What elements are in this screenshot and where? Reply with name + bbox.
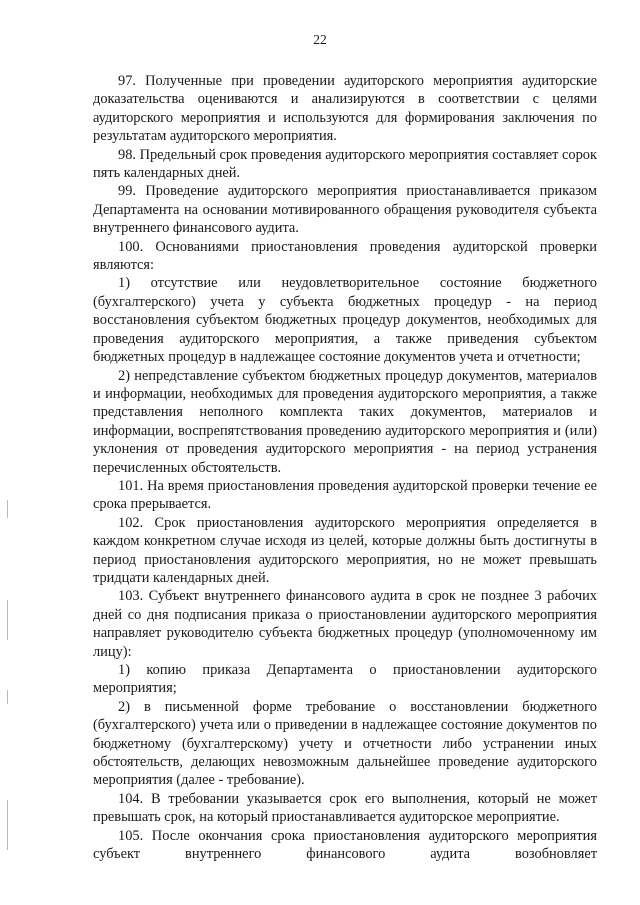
page-number: 22: [313, 32, 327, 47]
paragraph-104: 104. В требовании указывается срок его выполнения, который не может превышать срок, на который приостанавливается аудиторское мероприятие.: [93, 790, 597, 826]
paragraph-100: 100. Основаниями приостановления проведения аудиторской проверки являются:: [93, 238, 597, 274]
paragraph-102: 102. Срок приостановления аудиторского мероприятия определяется в каждом конкретном случае исходя из целей, которые должны быть достигнуты в период приостановления аудиторского мероприятия, но не может превышать тридцати календарных дней.: [93, 514, 597, 586]
scan-edge-mark: [7, 500, 8, 518]
paragraph-103: 103. Субъект внутреннего финансового аудита в срок не позднее 3 рабочих дней со дня подписания приказа о приостановлении аудиторского мероприятия направляет руководителю субъекта бюджетных процедур (уполномоченному им лицу):: [93, 588, 597, 660]
paragraph-100-item-2: 2) непредставление субъектом бюджетных процедур документов, материалов и информации, необходимых для проведения аудиторского мероприятия, а также представления неполного комплекта таких документов, материалов и информации, воспрепятствования проведению аудиторского мероприятия и (или) уклонения от проведения аудиторского мероприятия - на период устранения перечисленных обстоятельств.: [93, 367, 597, 476]
paragraph-105: 105. После окончания срока приостановления аудиторского мероприятия субъект внутреннего финансового аудита возобновляет: [93, 827, 597, 863]
paragraph-103-item-2: 2) в письменной форме требование о восстановлении бюджетного (бухгалтерского) учета или о приведении в надлежащее состояние документов по бюджетному (бухгалтерскому) учету и отчетности либо устранении иных обстоятельств, делающих невозможным дальнейшее проведение аудиторского мероприятия (далее - требование).: [93, 698, 597, 789]
paragraph-99: 99. Проведение аудиторского мероприятия приостанавливается приказом Департамента на основании мотивированного обращения руководителя субъекта внутреннего финансового аудита.: [93, 183, 597, 237]
paragraph-103-item-1: 1) копию приказа Департамента о приостановлении аудиторского мероприятия;: [93, 662, 597, 697]
scan-edge-mark: [7, 600, 8, 640]
document-body: [93, 72, 597, 863]
paragraph-101: 101. На время приостановления проведения аудиторской проверки течение ее срока прерывается.: [93, 477, 597, 513]
paragraph-98: 98. Предельный срок проведения аудиторского мероприятия составляет сорок пять календарных дней.: [93, 146, 597, 182]
scan-edge-mark: [7, 800, 8, 850]
paragraph-100-item-1: 1) отсутствие или неудовлетворительное состояние бюджетного (бухгалтерского) учета у субъекта бюджетных процедур - на период восстановления субъектом бюджетных процедур документов, необходимых для проведения аудиторского мероприятия, а также приведения субъектом бюджетных процедур в надлежащее состояние документов учета и отчетности;: [93, 275, 597, 366]
paragraph-97: 97. Полученные при проведении аудиторского мероприятия аудиторские доказательства оцениваются и анализируются в соответствии с целями аудиторского мероприятия и используются для формирования заключения по результатам аудиторского мероприятия.: [93, 73, 597, 145]
scan-edge-mark: [7, 690, 8, 704]
